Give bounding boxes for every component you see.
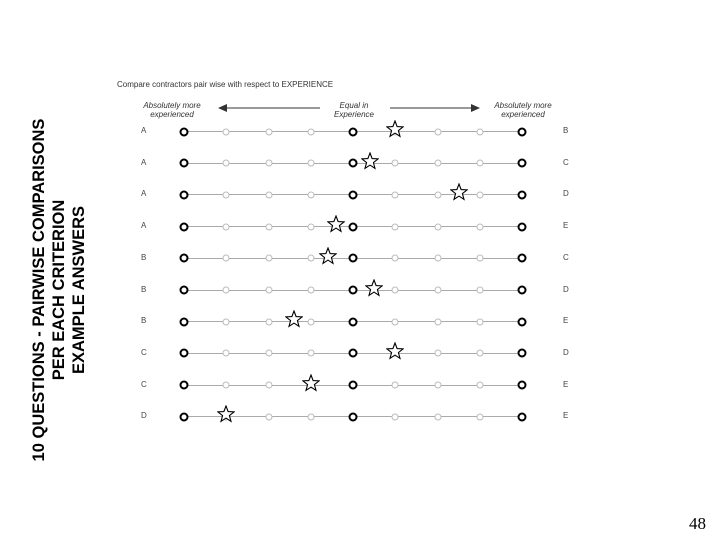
- scale-point[interactable]: [265, 128, 272, 135]
- arrow-right-icon: [390, 104, 480, 112]
- answer-star-icon: [217, 405, 235, 423]
- scale-point[interactable]: [434, 160, 441, 167]
- answer-star-icon: [327, 215, 345, 233]
- row-right-contractor: E: [563, 379, 569, 389]
- scale-anchor-point[interactable]: [180, 254, 189, 263]
- side-title: [29, 119, 89, 462]
- answer-star-icon: [365, 279, 383, 297]
- scale-point[interactable]: [307, 160, 314, 167]
- scale-point[interactable]: [434, 350, 441, 357]
- row-left-contractor: A: [141, 126, 147, 135]
- row-right-contractor: C: [563, 252, 569, 262]
- scale-point[interactable]: [307, 128, 314, 135]
- scale-point[interactable]: [476, 350, 483, 357]
- scale-anchor-point[interactable]: [349, 127, 358, 136]
- scale-point[interactable]: [223, 223, 230, 230]
- scale-anchor-point[interactable]: [180, 222, 189, 231]
- scale-point[interactable]: [223, 160, 230, 167]
- row-left-contractor: B: [141, 316, 147, 326]
- scale-point[interactable]: [476, 223, 483, 230]
- scale-anchor-point[interactable]: [518, 317, 527, 326]
- scale-point[interactable]: [434, 382, 441, 389]
- row-left-contractor: A: [141, 221, 147, 231]
- row-right-contractor: E: [563, 411, 569, 421]
- row-left-contractor: C: [141, 379, 147, 389]
- scale-anchor-point[interactable]: [180, 349, 189, 358]
- row-left-contractor: C: [141, 347, 147, 357]
- scale-anchor-point[interactable]: [349, 381, 358, 390]
- scale-point[interactable]: [392, 223, 399, 230]
- scale-point[interactable]: [476, 160, 483, 167]
- scale-point[interactable]: [392, 413, 399, 420]
- scale-anchor-point[interactable]: [349, 349, 358, 358]
- scale-point[interactable]: [223, 350, 230, 357]
- scale-label-middle: Equal in Experience: [333, 101, 375, 119]
- scale-point[interactable]: [223, 255, 230, 262]
- side-title-line-2: PER EACH CRITERION: [50, 199, 68, 381]
- scale-point[interactable]: [223, 128, 230, 135]
- scale-point[interactable]: [307, 350, 314, 357]
- scale-point[interactable]: [392, 382, 399, 389]
- scale-anchor-point[interactable]: [518, 254, 527, 263]
- scale-point[interactable]: [434, 128, 441, 135]
- row-right-contractor: E: [563, 221, 569, 231]
- answer-star-icon: [319, 247, 337, 265]
- row-right-contractor: B: [563, 126, 569, 135]
- scale-label-right: Absolutely more experienced: [494, 101, 552, 119]
- scale-point[interactable]: [307, 223, 314, 230]
- scale-point[interactable]: [307, 413, 314, 420]
- scale-anchor-point[interactable]: [180, 190, 189, 199]
- scale-point[interactable]: [392, 160, 399, 167]
- answer-star-icon: [386, 342, 404, 360]
- scale-anchor-point[interactable]: [349, 317, 358, 326]
- scale-point[interactable]: [265, 382, 272, 389]
- scale-point[interactable]: [265, 255, 272, 262]
- scale-point[interactable]: [476, 128, 483, 135]
- page-number: 48: [689, 514, 706, 533]
- scale-anchor-point[interactable]: [349, 286, 358, 295]
- scale-anchor-point[interactable]: [180, 412, 189, 421]
- scale-anchor-point[interactable]: [180, 317, 189, 326]
- row-right-contractor: D: [563, 347, 569, 357]
- scale-point[interactable]: [265, 350, 272, 357]
- row-right-contractor: E: [563, 316, 569, 326]
- scale-anchor-point[interactable]: [180, 159, 189, 168]
- scale-point[interactable]: [265, 223, 272, 230]
- scale-anchor-point[interactable]: [518, 349, 527, 358]
- scale-anchor-point[interactable]: [180, 381, 189, 390]
- scale-point[interactable]: [223, 191, 230, 198]
- scale-point[interactable]: [223, 382, 230, 389]
- scale-anchor-point[interactable]: [518, 412, 527, 421]
- scale-label-left: Absolutely more experienced: [143, 101, 201, 119]
- scale-point[interactable]: [392, 318, 399, 325]
- row-left-contractor: A: [141, 189, 147, 199]
- scale-point[interactable]: [434, 318, 441, 325]
- scale-anchor-point[interactable]: [349, 254, 358, 263]
- row-left-contractor: B: [141, 284, 147, 294]
- scale-point[interactable]: [434, 287, 441, 294]
- instruction-text: Compare contractors pair wise with respect to EXPERIENCE: [117, 80, 334, 89]
- scale-point[interactable]: [434, 223, 441, 230]
- scale-point[interactable]: [476, 191, 483, 198]
- row-right-contractor: D: [563, 284, 569, 294]
- scale-point[interactable]: [434, 413, 441, 420]
- scale-point[interactable]: [476, 318, 483, 325]
- arrow-left-icon: [218, 104, 320, 112]
- side-title-line-1: 10 QUESTIONS - PAIRWISE COMPARISONS: [30, 118, 48, 462]
- answer-star-icon: [450, 183, 468, 201]
- scale-point[interactable]: [392, 255, 399, 262]
- row-left-contractor: D: [141, 411, 147, 421]
- scale-point[interactable]: [265, 160, 272, 167]
- answer-star-icon: [285, 310, 303, 328]
- row-right-contractor: C: [563, 157, 569, 167]
- scale-anchor-point[interactable]: [518, 286, 527, 295]
- scale-point[interactable]: [476, 287, 483, 294]
- scale-point[interactable]: [223, 287, 230, 294]
- answer-star-icon: [302, 374, 320, 392]
- scale-anchor-point[interactable]: [518, 159, 527, 168]
- scale-point[interactable]: [307, 255, 314, 262]
- scale-point[interactable]: [265, 413, 272, 420]
- scale-point[interactable]: [265, 191, 272, 198]
- row-left-contractor: A: [141, 157, 147, 167]
- scale-point[interactable]: [265, 287, 272, 294]
- scale-point[interactable]: [223, 318, 230, 325]
- scale-point[interactable]: [307, 318, 314, 325]
- scale-point[interactable]: [392, 287, 399, 294]
- scale-point[interactable]: [476, 382, 483, 389]
- scale-point[interactable]: [307, 191, 314, 198]
- scale-anchor-point[interactable]: [349, 190, 358, 199]
- scale-anchor-point[interactable]: [518, 222, 527, 231]
- scale-point[interactable]: [434, 255, 441, 262]
- scale-point[interactable]: [307, 287, 314, 294]
- scale-point[interactable]: [476, 413, 483, 420]
- scale-point[interactable]: [265, 318, 272, 325]
- scale-anchor-point[interactable]: [518, 381, 527, 390]
- scale-anchor-point[interactable]: [180, 286, 189, 295]
- scale-point[interactable]: [476, 255, 483, 262]
- scale-point[interactable]: [434, 191, 441, 198]
- scale-anchor-point[interactable]: [518, 127, 527, 136]
- scale-anchor-point[interactable]: [518, 190, 527, 199]
- row-right-contractor: D: [563, 189, 569, 199]
- scale-point[interactable]: [392, 191, 399, 198]
- scale-anchor-point[interactable]: [349, 159, 358, 168]
- scale-anchor-point[interactable]: [349, 222, 358, 231]
- answer-star-icon: [386, 120, 404, 138]
- row-left-contractor: B: [141, 252, 147, 262]
- answer-star-icon: [361, 152, 379, 170]
- side-title-line-3: EXAMPLE ANSWERS: [70, 205, 88, 375]
- scale-anchor-point[interactable]: [349, 412, 358, 421]
- scale-anchor-point[interactable]: [180, 127, 189, 136]
